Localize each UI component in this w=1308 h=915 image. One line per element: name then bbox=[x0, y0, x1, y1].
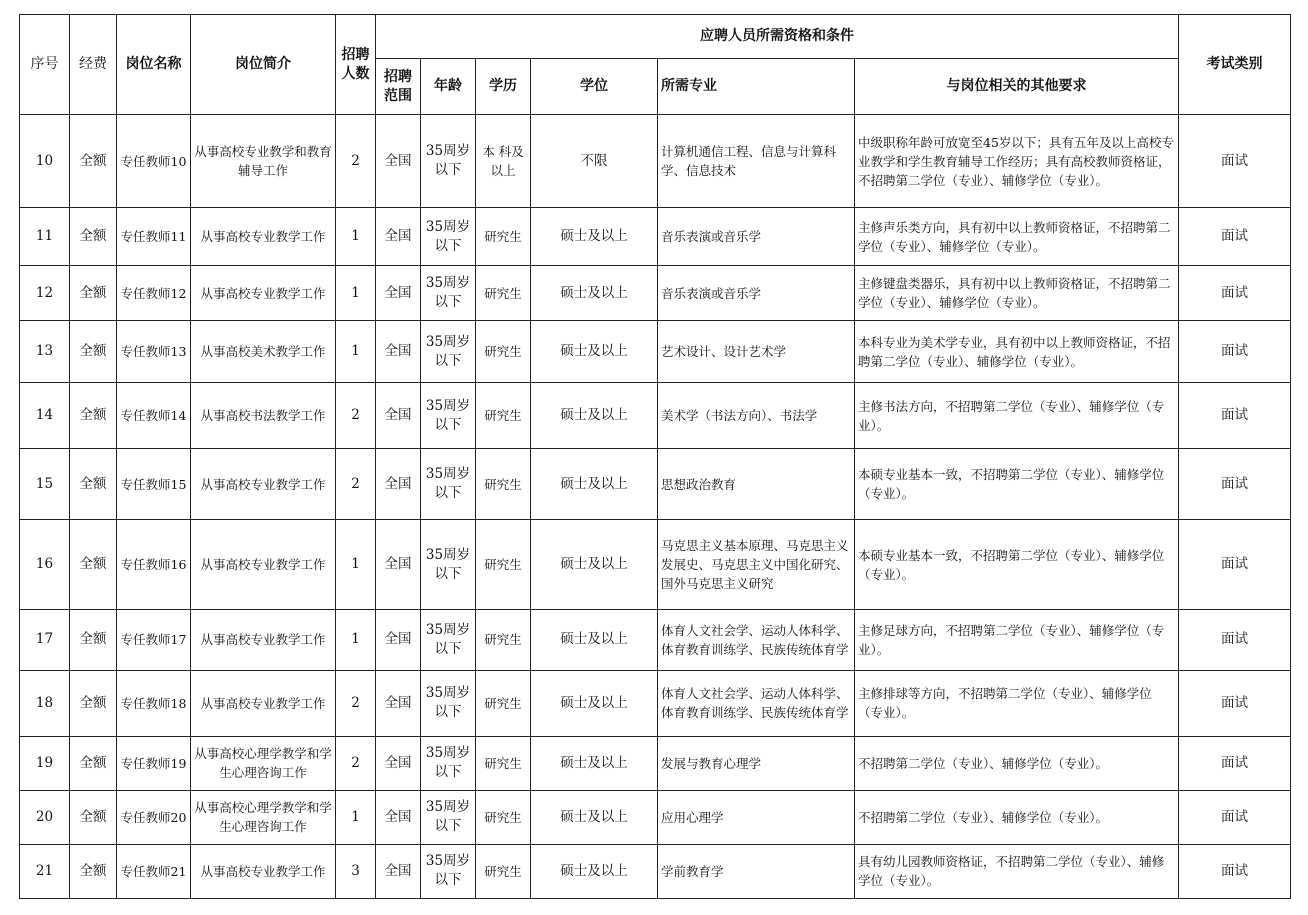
degree-cell: 硕士及以上 bbox=[531, 670, 658, 736]
exam-type-cell: 面试 bbox=[1179, 670, 1291, 736]
post-name-cell: 专任教师10 bbox=[117, 115, 191, 208]
major-cell: 体育人文社会学、运动人体科学、体育教育训练学、民族传统体育学 bbox=[658, 609, 855, 670]
seq-cell: 21 bbox=[20, 844, 70, 898]
post-intro-cell: 从事高校专业教学工作 bbox=[191, 266, 336, 321]
funding-cell: 全额 bbox=[70, 520, 117, 609]
table-row bbox=[20, 844, 1291, 898]
age-cell: 35周岁以下 bbox=[421, 670, 476, 736]
degree-cell: 硕士及以上 bbox=[531, 790, 658, 844]
scope-cell: 全国 bbox=[376, 736, 421, 790]
age-cell: 35周岁以下 bbox=[421, 790, 476, 844]
seq-cell: 16 bbox=[20, 520, 70, 609]
table-body bbox=[20, 115, 1291, 899]
hire-count-cell: 1 bbox=[336, 321, 376, 383]
education-cell: 本 科及以上 bbox=[476, 115, 531, 208]
major-cell: 发展与教育心理学 bbox=[658, 736, 855, 790]
other-req-cell: 不招聘第二学位（专业）、辅修学位（专业）。 bbox=[855, 790, 1179, 844]
header-exam-type: 考试类别 bbox=[1179, 15, 1291, 115]
hire-count-cell: 2 bbox=[336, 449, 376, 520]
funding-cell: 全额 bbox=[70, 115, 117, 208]
hire-count-cell: 2 bbox=[336, 383, 376, 449]
major-cell: 计算机通信工程、信息与计算科学、信息技术 bbox=[658, 115, 855, 208]
education-cell: 研究生 bbox=[476, 383, 531, 449]
scope-cell: 全国 bbox=[376, 520, 421, 609]
header-qualifications: 应聘人员所需资格和条件 bbox=[376, 15, 1179, 59]
post-intro-cell: 从事高校专业教学和教育辅导工作 bbox=[191, 115, 336, 208]
seq-cell: 18 bbox=[20, 670, 70, 736]
degree-cell: 硕士及以上 bbox=[531, 449, 658, 520]
age-cell: 35周岁以下 bbox=[421, 736, 476, 790]
education-cell: 研究生 bbox=[476, 520, 531, 609]
degree-cell: 不限 bbox=[531, 115, 658, 208]
post-name-cell: 专任教师20 bbox=[117, 790, 191, 844]
seq-cell: 14 bbox=[20, 383, 70, 449]
table-row bbox=[20, 208, 1291, 266]
hire-count-cell: 2 bbox=[336, 115, 376, 208]
post-name-cell: 专任教师21 bbox=[117, 844, 191, 898]
header-education: 学历 bbox=[476, 59, 531, 115]
other-req-cell: 主修排球等方向，不招聘第二学位（专业）、辅修学位（专业）。 bbox=[855, 670, 1179, 736]
degree-cell: 硕士及以上 bbox=[531, 609, 658, 670]
other-req-cell: 本硕专业基本一致，不招聘第二学位（专业）、辅修学位（专业）。 bbox=[855, 449, 1179, 520]
post-intro-cell: 从事高校心理学教学和学生心理咨询工作 bbox=[191, 790, 336, 844]
exam-type-cell: 面试 bbox=[1179, 449, 1291, 520]
degree-cell: 硕士及以上 bbox=[531, 266, 658, 321]
major-cell: 思想政治教育 bbox=[658, 449, 855, 520]
age-cell: 35周岁以下 bbox=[421, 266, 476, 321]
funding-cell: 全额 bbox=[70, 208, 117, 266]
seq-cell: 19 bbox=[20, 736, 70, 790]
age-cell: 35周岁以下 bbox=[421, 844, 476, 898]
scope-cell: 全国 bbox=[376, 790, 421, 844]
major-cell: 美术学（书法方向）、书法学 bbox=[658, 383, 855, 449]
post-intro-cell: 从事高校书法教学工作 bbox=[191, 383, 336, 449]
seq-cell: 12 bbox=[20, 266, 70, 321]
seq-cell: 10 bbox=[20, 115, 70, 208]
header-other-req: 与岗位相关的其他要求 bbox=[855, 59, 1179, 115]
post-name-cell: 专任教师18 bbox=[117, 670, 191, 736]
exam-type-cell: 面试 bbox=[1179, 520, 1291, 609]
scope-cell: 全国 bbox=[376, 844, 421, 898]
hire-count-cell: 1 bbox=[336, 520, 376, 609]
age-cell: 35周岁以下 bbox=[421, 321, 476, 383]
scope-cell: 全国 bbox=[376, 609, 421, 670]
table-row bbox=[20, 670, 1291, 736]
exam-type-cell: 面试 bbox=[1179, 790, 1291, 844]
major-cell: 学前教育学 bbox=[658, 844, 855, 898]
post-intro-cell: 从事高校专业教学工作 bbox=[191, 208, 336, 266]
major-cell: 艺术设计、设计艺术学 bbox=[658, 321, 855, 383]
other-req-cell: 本科专业为美术学专业，具有初中以上教师资格证，不招聘第二学位（专业）、辅修学位（专业）。 bbox=[855, 321, 1179, 383]
funding-cell: 全额 bbox=[70, 844, 117, 898]
post-intro-cell: 从事高校专业教学工作 bbox=[191, 844, 336, 898]
header-degree: 学位 bbox=[531, 59, 658, 115]
seq-cell: 15 bbox=[20, 449, 70, 520]
degree-cell: 硕士及以上 bbox=[531, 844, 658, 898]
table-row bbox=[20, 115, 1291, 208]
header-age: 年龄 bbox=[421, 59, 476, 115]
table-row bbox=[20, 321, 1291, 383]
post-name-cell: 专任教师12 bbox=[117, 266, 191, 321]
age-cell: 35周岁以下 bbox=[421, 449, 476, 520]
education-cell: 研究生 bbox=[476, 609, 531, 670]
scope-cell: 全国 bbox=[376, 449, 421, 520]
education-cell: 研究生 bbox=[476, 670, 531, 736]
scope-cell: 全国 bbox=[376, 321, 421, 383]
header-major: 所需专业 bbox=[658, 59, 855, 115]
header-hire-count: 招聘人数 bbox=[336, 15, 376, 115]
table-row bbox=[20, 520, 1291, 609]
table-row bbox=[20, 790, 1291, 844]
education-cell: 研究生 bbox=[476, 266, 531, 321]
major-cell: 马克思主义基本原理、马克思主义发展史、马克思主义中国化研究、国外马克思主义研究 bbox=[658, 520, 855, 609]
scope-cell: 全国 bbox=[376, 383, 421, 449]
education-cell: 研究生 bbox=[476, 844, 531, 898]
exam-type-cell: 面试 bbox=[1179, 736, 1291, 790]
education-cell: 研究生 bbox=[476, 449, 531, 520]
seq-cell: 13 bbox=[20, 321, 70, 383]
scope-cell: 全国 bbox=[376, 115, 421, 208]
seq-cell: 17 bbox=[20, 609, 70, 670]
major-cell: 音乐表演或音乐学 bbox=[658, 208, 855, 266]
header-post-name: 岗位名称 bbox=[117, 15, 191, 115]
other-req-cell: 主修书法方向，不招聘第二学位（专业）、辅修学位（专业）。 bbox=[855, 383, 1179, 449]
other-req-cell: 中级职称年龄可放宽至45岁以下；具有五年及以上高校专业教学和学生教育辅导工作经历；具有高校教师资格证，不招聘第二学位（专业）、辅修学位（专业）。 bbox=[855, 115, 1179, 208]
post-intro-cell: 从事高校专业教学工作 bbox=[191, 609, 336, 670]
header-scope: 招聘范围 bbox=[376, 59, 421, 115]
post-intro-cell: 从事高校美术教学工作 bbox=[191, 321, 336, 383]
age-cell: 35周岁以下 bbox=[421, 609, 476, 670]
hire-count-cell: 1 bbox=[336, 266, 376, 321]
post-name-cell: 专任教师14 bbox=[117, 383, 191, 449]
hire-count-cell: 1 bbox=[336, 790, 376, 844]
post-intro-cell: 从事高校专业教学工作 bbox=[191, 449, 336, 520]
post-name-cell: 专任教师11 bbox=[117, 208, 191, 266]
other-req-cell: 主修键盘类器乐，具有初中以上教师资格证，不招聘第二学位（专业）、辅修学位（专业）。 bbox=[855, 266, 1179, 321]
funding-cell: 全额 bbox=[70, 736, 117, 790]
exam-type-cell: 面试 bbox=[1179, 844, 1291, 898]
scope-cell: 全国 bbox=[376, 670, 421, 736]
post-name-cell: 专任教师13 bbox=[117, 321, 191, 383]
age-cell: 35周岁以下 bbox=[421, 115, 476, 208]
exam-type-cell: 面试 bbox=[1179, 208, 1291, 266]
post-intro-cell: 从事高校专业教学工作 bbox=[191, 520, 336, 609]
scope-cell: 全国 bbox=[376, 266, 421, 321]
post-intro-cell: 从事高校心理学教学和学生心理咨询工作 bbox=[191, 736, 336, 790]
hire-count-cell: 2 bbox=[336, 670, 376, 736]
hire-count-cell: 2 bbox=[336, 736, 376, 790]
education-cell: 研究生 bbox=[476, 208, 531, 266]
age-cell: 35周岁以下 bbox=[421, 520, 476, 609]
other-req-cell: 主修足球方向，不招聘第二学位（专业）、辅修学位（专业）。 bbox=[855, 609, 1179, 670]
exam-type-cell: 面试 bbox=[1179, 321, 1291, 383]
other-req-cell: 主修声乐类方向，具有初中以上教师资格证，不招聘第二学位（专业）、辅修学位（专业）。 bbox=[855, 208, 1179, 266]
post-name-cell: 专任教师16 bbox=[117, 520, 191, 609]
age-cell: 35周岁以下 bbox=[421, 208, 476, 266]
education-cell: 研究生 bbox=[476, 321, 531, 383]
exam-type-cell: 面试 bbox=[1179, 383, 1291, 449]
education-cell: 研究生 bbox=[476, 790, 531, 844]
funding-cell: 全额 bbox=[70, 321, 117, 383]
hire-count-cell: 3 bbox=[336, 844, 376, 898]
other-req-cell: 具有幼儿园教师资格证，不招聘第二学位（专业）、辅修学位（专业）。 bbox=[855, 844, 1179, 898]
major-cell: 体育人文社会学、运动人体科学、体育教育训练学、民族传统体育学 bbox=[658, 670, 855, 736]
major-cell: 音乐表演或音乐学 bbox=[658, 266, 855, 321]
age-cell: 35周岁以下 bbox=[421, 383, 476, 449]
degree-cell: 硕士及以上 bbox=[531, 321, 658, 383]
degree-cell: 硕士及以上 bbox=[531, 208, 658, 266]
funding-cell: 全额 bbox=[70, 670, 117, 736]
exam-type-cell: 面试 bbox=[1179, 609, 1291, 670]
funding-cell: 全额 bbox=[70, 449, 117, 520]
hire-count-cell: 1 bbox=[336, 208, 376, 266]
other-req-cell: 本硕专业基本一致，不招聘第二学位（专业）、辅修学位（专业）。 bbox=[855, 520, 1179, 609]
post-name-cell: 专任教师17 bbox=[117, 609, 191, 670]
exam-type-cell: 面试 bbox=[1179, 115, 1291, 208]
degree-cell: 硕士及以上 bbox=[531, 383, 658, 449]
post-name-cell: 专任教师19 bbox=[117, 736, 191, 790]
header-funding: 经费 bbox=[70, 15, 117, 115]
funding-cell: 全额 bbox=[70, 790, 117, 844]
seq-cell: 11 bbox=[20, 208, 70, 266]
education-cell: 研究生 bbox=[476, 736, 531, 790]
scope-cell: 全国 bbox=[376, 208, 421, 266]
exam-type-cell: 面试 bbox=[1179, 266, 1291, 321]
table-row bbox=[20, 266, 1291, 321]
other-req-cell: 不招聘第二学位（专业）、辅修学位（专业）。 bbox=[855, 736, 1179, 790]
header-seq: 序号 bbox=[20, 15, 70, 115]
degree-cell: 硕士及以上 bbox=[531, 520, 658, 609]
degree-cell: 硕士及以上 bbox=[531, 736, 658, 790]
table-row bbox=[20, 449, 1291, 520]
funding-cell: 全额 bbox=[70, 266, 117, 321]
table-row bbox=[20, 609, 1291, 670]
funding-cell: 全额 bbox=[70, 383, 117, 449]
seq-cell: 20 bbox=[20, 790, 70, 844]
table-row bbox=[20, 383, 1291, 449]
header-row-1 bbox=[20, 15, 1291, 59]
post-intro-cell: 从事高校专业教学工作 bbox=[191, 670, 336, 736]
recruitment-table bbox=[19, 14, 1291, 899]
table-row bbox=[20, 736, 1291, 790]
hire-count-cell: 1 bbox=[336, 609, 376, 670]
header-post-intro: 岗位简介 bbox=[191, 15, 336, 115]
post-name-cell: 专任教师15 bbox=[117, 449, 191, 520]
major-cell: 应用心理学 bbox=[658, 790, 855, 844]
funding-cell: 全额 bbox=[70, 609, 117, 670]
